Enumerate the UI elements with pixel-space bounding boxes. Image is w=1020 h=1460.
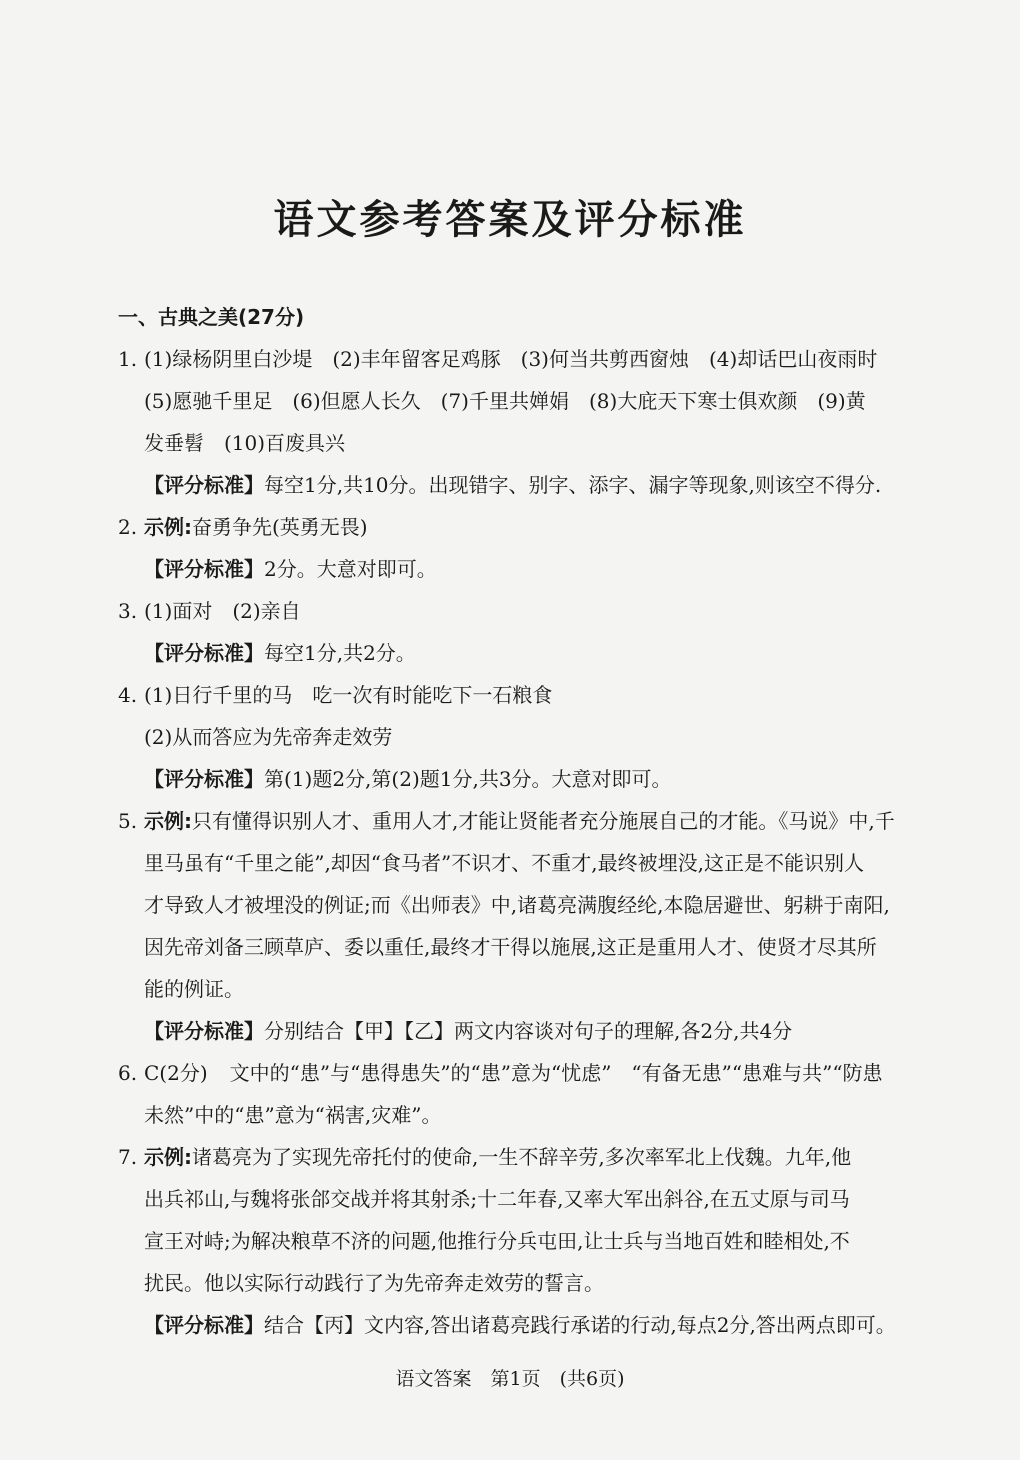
page-footer: 语文答案 第1页 (共6页): [395, 1368, 625, 1390]
scoring-label: 【评分标准】: [144, 641, 264, 665]
answer-line: (2)从而答应为先帝奔走效劳: [144, 725, 393, 749]
example-label: 示例:: [144, 515, 192, 539]
answer-line: 发垂髫 (10)百废具兴: [144, 431, 346, 455]
scoring-standard: [118, 464, 968, 506]
scoring-text: 每空1分,共2分。: [264, 641, 416, 665]
section-heading: 一、古典之美(27分): [118, 305, 305, 329]
answer-choice: C(2分): [144, 1061, 208, 1085]
scoring-label: 【评分标准】: [144, 1019, 264, 1043]
question-number: 2.: [118, 515, 138, 539]
question-number: 4.: [118, 683, 138, 707]
question-5: [118, 800, 968, 842]
answer-content: [118, 296, 968, 1346]
question-2: [118, 506, 968, 548]
answer-line: (5)愿驰千里足 (6)但愿人长久 (7)千里共婵娟 (8)大庇天下寒士俱欢颜 (9)黄: [144, 389, 866, 413]
answer-text: 只有懂得识别人才、重用人才,才能让贤能者充分施展自己的才能。《马说》中,千: [192, 809, 895, 833]
scoring-standard: [118, 632, 968, 674]
page-title: 语文参考答案及评分标准: [273, 197, 747, 243]
scoring-text: 分别结合【甲】【乙】两文内容谈对句子的理解,各2分,共4分: [264, 1019, 793, 1043]
answer-line: 未然”中的“患”意为“祸害,灾难”。: [144, 1103, 442, 1127]
scoring-text: 每空1分,共10分。出现错字、别字、添字、漏字等现象,则该空不得分.: [264, 473, 882, 497]
answer-text: (1)面对 (2)亲自: [144, 599, 301, 623]
question-7: [118, 1136, 968, 1178]
answer-line: 出兵祁山,与魏将张郃交战并将其射杀;十二年春,又率大军出斜谷,在五丈原与司马: [144, 1187, 850, 1211]
scoring-text: 2分。大意对即可。: [264, 557, 437, 581]
answer-line: 才导致人才被埋没的例证;而《出师表》中,诸葛亮满腹经纶,本隐居避世、躬耕于南阳,: [144, 893, 890, 917]
question-number: 5.: [118, 809, 138, 833]
example-label: 示例:: [144, 809, 192, 833]
answer-line: 宣王对峙;为解决粮草不济的问题,他推行分兵屯田,让士兵与当地百姓和睦相处,不: [144, 1229, 850, 1253]
scoring-label: 【评分标准】: [144, 767, 264, 791]
answer-text: (1)绿杨阴里白沙堤 (2)丰年留客足鸡豚 (3)何当共剪西窗烛 (4)却话巴山夜雨时: [144, 347, 878, 371]
question-6: [118, 1052, 968, 1094]
question-number: 3.: [118, 599, 138, 623]
scoring-standard: [118, 758, 968, 800]
answer-line: 扰民。他以实际行动践行了为先帝奔走效劳的誓言。: [144, 1271, 604, 1295]
question-number: 1.: [118, 347, 138, 371]
scoring-label: 【评分标准】: [144, 1313, 264, 1337]
scoring-label: 【评分标准】: [144, 473, 264, 497]
scoring-text: 结合【丙】文内容,答出诸葛亮践行承诺的行动,每点2分,答出两点即可。: [264, 1313, 896, 1337]
answer-text: 奋勇争先(英勇无畏): [192, 515, 368, 539]
scoring-standard: [118, 1010, 968, 1052]
example-label: 示例:: [144, 1145, 192, 1169]
scoring-standard: [118, 548, 968, 590]
answer-line: 能的例证。: [144, 977, 244, 1001]
question-4: [118, 674, 968, 716]
answer-text: 文中的“患”与“患得患失”的“患”意为“忧虑” “有备无患”“患难与共”“防患: [229, 1061, 883, 1085]
question-3: [118, 590, 968, 632]
answer-line: 因先帝刘备三顾草庐、委以重任,最终才干得以施展,这正是重用人才、使贤才尽其所: [144, 935, 877, 959]
scoring-text: 第(1)题2分,第(2)题1分,共3分。大意对即可。: [264, 767, 672, 791]
answer-text: 诸葛亮为了实现先帝托付的使命,一生不辞辛劳,多次率军北上伐魏。九年,他: [192, 1145, 852, 1169]
question-1: [118, 338, 968, 380]
answer-line: 里马虽有“千里之能”,却因“食马者”不识才、不重才,最终被埋没,这正是不能识别人: [144, 851, 864, 875]
scoring-standard: [118, 1304, 968, 1346]
question-number: 6.: [118, 1061, 138, 1085]
scoring-label: 【评分标准】: [144, 557, 264, 581]
question-number: 7.: [118, 1145, 138, 1169]
answer-text: (1)日行千里的马 吃一次有时能吃下一石粮食: [144, 683, 553, 707]
